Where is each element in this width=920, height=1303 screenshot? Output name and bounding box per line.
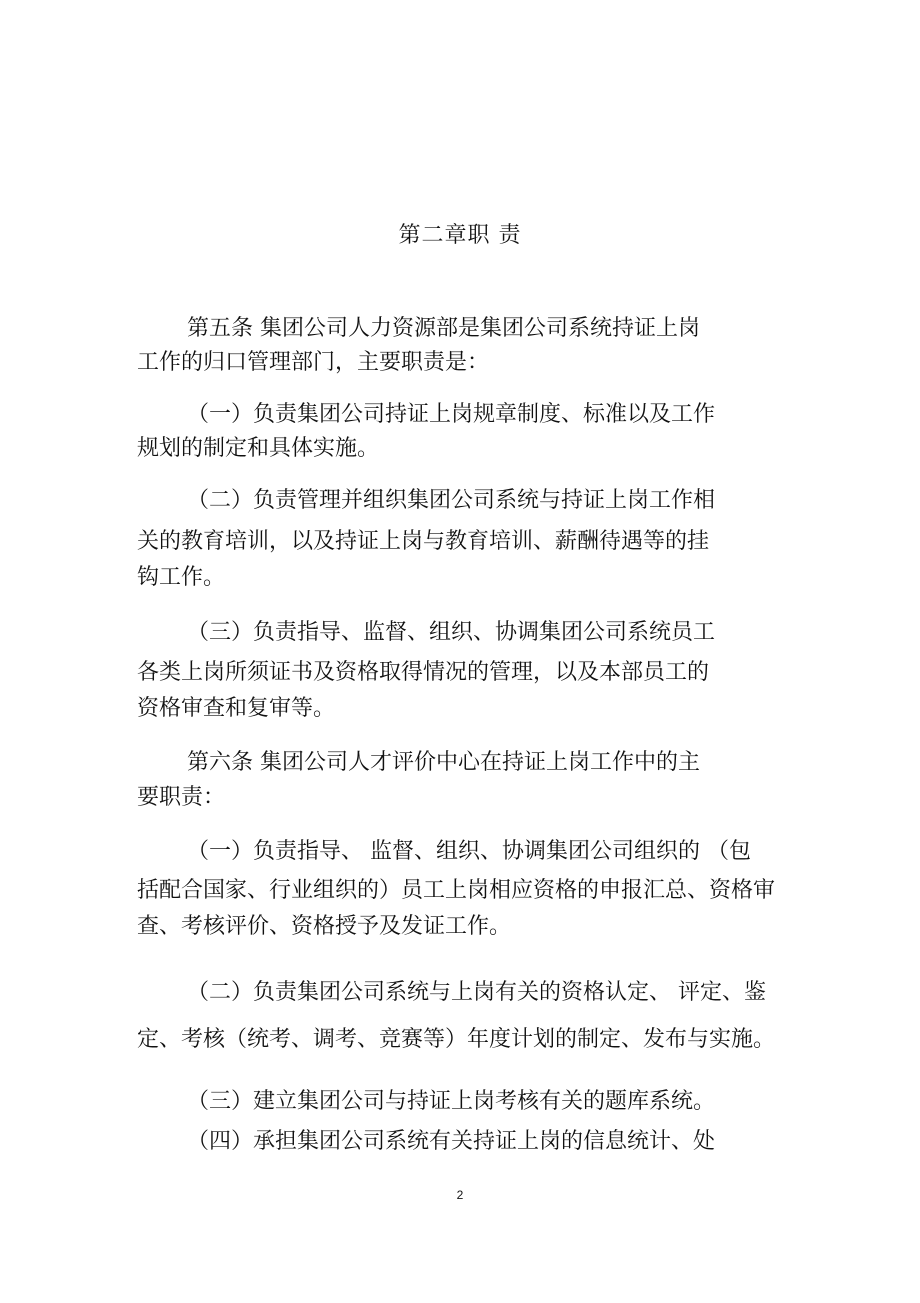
text-line: 规划的制定和具体实施。 [137, 436, 380, 461]
text-line: 工作的归口管理部门，主要职责是： [137, 350, 490, 375]
chapter-title: 第二章职 责 [398, 223, 522, 248]
text-line: （三）负责指导、监督、组织、协调集团公司系统员工 [187, 620, 716, 645]
text-line: （一）负责指导、 监督、组织、协调集团公司组织的 （包 [187, 839, 751, 864]
page-number: 2 [456, 1188, 464, 1202]
text-line: （四）承担集团公司系统有关持证上岗的信息统计、处 [187, 1129, 716, 1154]
text-line: （二）负责管理并组织集团公司系统与持证上岗工作相 [187, 488, 716, 513]
text-line: 钩工作。 [137, 565, 226, 590]
text-line: 查、考核评价、资格授予及发证工作。 [137, 914, 512, 939]
text-line: （一）负责集团公司持证上岗规章制度、标准以及工作 [187, 402, 716, 427]
text-line: 括配合国家、行业组织的）员工上岗相应资格的申报汇总、资格审 [137, 878, 776, 903]
text-line: 第五条 集团公司人力资源部是集团公司系统持证上岗 [187, 316, 700, 341]
text-line: 关的教育培训，以及持证上岗与教育培训、薪酬待遇等的挂 [137, 529, 710, 554]
text-line: 资格审查和复审等。 [137, 696, 336, 721]
text-line: （二）负责集团公司系统与上岗有关的资格认定、 评定、鉴 [187, 980, 766, 1005]
text-line: 各类上岗所须证书及资格取得情况的管理，以及本部员工的 [137, 660, 710, 685]
text-line: 定、考核（统考、调考、竞赛等）年度计划的制定、发布与实施。 [137, 1027, 776, 1052]
text-line: 第六条 集团公司人才评价中心在持证上岗工作中的主 [187, 750, 700, 775]
text-line: 要职责： [137, 785, 226, 810]
text-line: （三）建立集团公司与持证上岗考核有关的题库系统。 [187, 1089, 716, 1114]
